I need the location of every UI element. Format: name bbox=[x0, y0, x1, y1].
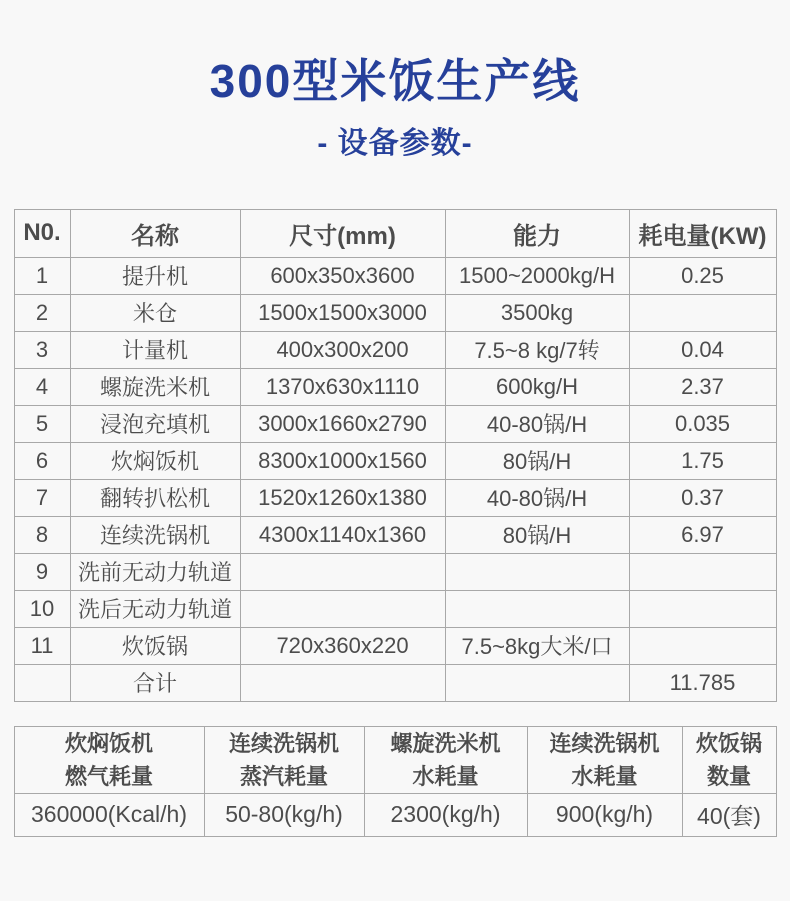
spec-table-cell: 4 bbox=[14, 368, 70, 405]
spec-table-cell: 1500x1500x3000 bbox=[240, 294, 445, 331]
spec-table-cell: 炊饭锅 bbox=[70, 627, 240, 664]
spec-table-row bbox=[14, 331, 776, 368]
spec-column-header: 能力 bbox=[445, 209, 629, 257]
spec-table-cell: 0.04 bbox=[629, 331, 776, 368]
consumption-header-line2: 水耗量 bbox=[412, 763, 479, 789]
spec-table-cell: 8300x1000x1560 bbox=[240, 442, 445, 479]
consumption-header-line2: 数量 bbox=[706, 763, 751, 789]
spec-table-cell: 80锅/H bbox=[445, 516, 629, 553]
spec-table-cell bbox=[14, 664, 70, 701]
consumption-table bbox=[14, 726, 777, 837]
spec-table-cell: 提升机 bbox=[70, 257, 240, 294]
spec-table-cell: 40-80锅/H bbox=[445, 479, 629, 516]
spec-table-body bbox=[14, 257, 776, 701]
spec-column-header: 尺寸(mm) bbox=[240, 209, 445, 257]
spec-table-row bbox=[14, 479, 776, 516]
spec-table-row bbox=[14, 257, 776, 294]
spec-table-row bbox=[14, 627, 776, 664]
spec-table-cell: 6.97 bbox=[629, 516, 776, 553]
spec-table-cell: 炊焖饭机 bbox=[70, 442, 240, 479]
consumption-header-line1: 螺旋洗米机 bbox=[390, 730, 501, 756]
consumption-column-header bbox=[204, 726, 364, 793]
consumption-table-body bbox=[14, 793, 776, 836]
spec-table-cell: 10 bbox=[14, 590, 70, 627]
spec-table-head bbox=[14, 209, 776, 257]
spec-column-header: 耗电量(KW) bbox=[629, 209, 776, 257]
spec-table-cell: 600kg/H bbox=[445, 368, 629, 405]
consumption-value-cell: 40(套) bbox=[682, 793, 776, 836]
consumption-header-line2: 燃气耗量 bbox=[64, 763, 153, 789]
consumption-value-cell: 360000(Kcal/h) bbox=[14, 793, 204, 836]
spec-table-cell: 0.25 bbox=[629, 257, 776, 294]
consumption-value-row bbox=[14, 793, 776, 836]
spec-table-cell: 11.785 bbox=[629, 664, 776, 701]
consumption-value-cell: 2300(kg/h) bbox=[364, 793, 527, 836]
spec-table-row bbox=[14, 553, 776, 590]
spec-table-cell: 洗前无动力轨道 bbox=[70, 553, 240, 590]
spec-table-row bbox=[14, 442, 776, 479]
spec-table-cell: 2 bbox=[14, 294, 70, 331]
consumption-value-cell: 900(kg/h) bbox=[527, 793, 682, 836]
spec-table-cell: 4300x1140x1360 bbox=[240, 516, 445, 553]
spec-table-cell bbox=[445, 590, 629, 627]
spec-column-header: N0. bbox=[14, 209, 70, 257]
spec-table-header-row bbox=[14, 209, 776, 257]
spec-table-cell: 0.37 bbox=[629, 479, 776, 516]
page-subtitle: - 设备参数- bbox=[317, 126, 473, 160]
spec-table-cell: 3000x1660x2790 bbox=[240, 405, 445, 442]
consumption-header-line1: 炊焖饭机 bbox=[64, 730, 153, 756]
equipment-spec-table bbox=[14, 209, 777, 702]
spec-table-row bbox=[14, 405, 776, 442]
spec-table-cell: 浸泡充填机 bbox=[70, 405, 240, 442]
spec-table-cell: 洗后无动力轨道 bbox=[70, 590, 240, 627]
spec-table-cell: 米仓 bbox=[70, 294, 240, 331]
spec-table-cell: 3 bbox=[14, 331, 70, 368]
spec-table-cell: 80锅/H bbox=[445, 442, 629, 479]
consumption-column-header bbox=[527, 726, 682, 793]
spec-table-cell: 1520x1260x1380 bbox=[240, 479, 445, 516]
spec-table-cell bbox=[629, 590, 776, 627]
spec-table-cell: 11 bbox=[14, 627, 70, 664]
spec-table-row bbox=[14, 368, 776, 405]
spec-table-cell: 螺旋洗米机 bbox=[70, 368, 240, 405]
consumption-header-line2: 蒸汽耗量 bbox=[239, 763, 328, 789]
consumption-table-head bbox=[14, 726, 776, 793]
spec-table-cell: 1 bbox=[14, 257, 70, 294]
spec-table-cell: 7 bbox=[14, 479, 70, 516]
consumption-header-line1: 炊饭锅 bbox=[695, 730, 762, 756]
spec-table-cell: 0.035 bbox=[629, 405, 776, 442]
spec-table-cell: 7.5~8 kg/7转 bbox=[445, 331, 629, 368]
spec-table-cell: 1.75 bbox=[629, 442, 776, 479]
spec-table-cell bbox=[629, 294, 776, 331]
consumption-header-line2: 水耗量 bbox=[571, 763, 638, 789]
spec-table-cell: 1500~2000kg/H bbox=[445, 257, 629, 294]
page-title: 300型米饭生产线 bbox=[209, 55, 581, 107]
consumption-column-header bbox=[682, 726, 776, 793]
spec-table-cell: 400x300x200 bbox=[240, 331, 445, 368]
consumption-column-header bbox=[364, 726, 527, 793]
spec-table-cell: 1370x630x1110 bbox=[240, 368, 445, 405]
spec-table-cell: 720x360x220 bbox=[240, 627, 445, 664]
spec-table-cell: 8 bbox=[14, 516, 70, 553]
spec-table-cell: 7.5~8kg大米/口 bbox=[445, 627, 629, 664]
spec-table-cell bbox=[445, 553, 629, 590]
spec-table-cell bbox=[629, 627, 776, 664]
consumption-value-cell: 50-80(kg/h) bbox=[204, 793, 364, 836]
spec-table-row bbox=[14, 590, 776, 627]
spec-table-cell: 连续洗锅机 bbox=[70, 516, 240, 553]
spec-table-cell bbox=[629, 553, 776, 590]
spec-table-cell: 合计 bbox=[70, 664, 240, 701]
consumption-header-row bbox=[14, 726, 776, 793]
spec-table-cell bbox=[240, 590, 445, 627]
consumption-header-line1: 连续洗锅机 bbox=[228, 730, 339, 756]
spec-table-row bbox=[14, 294, 776, 331]
spec-table-cell: 5 bbox=[14, 405, 70, 442]
spec-table-row bbox=[14, 664, 776, 701]
spec-table-cell: 600x350x3600 bbox=[240, 257, 445, 294]
spec-table-cell: 计量机 bbox=[70, 331, 240, 368]
spec-table-cell: 2.37 bbox=[629, 368, 776, 405]
spec-table-cell bbox=[240, 553, 445, 590]
spec-table-cell bbox=[240, 664, 445, 701]
spec-table-cell: 40-80锅/H bbox=[445, 405, 629, 442]
spec-table-row bbox=[14, 516, 776, 553]
spec-table-cell: 3500kg bbox=[445, 294, 629, 331]
spec-table-cell: 6 bbox=[14, 442, 70, 479]
spec-column-header: 名称 bbox=[70, 209, 240, 257]
consumption-header-line1: 连续洗锅机 bbox=[549, 730, 660, 756]
spec-table-cell bbox=[445, 664, 629, 701]
spec-table-cell: 翻转扒松机 bbox=[70, 479, 240, 516]
consumption-column-header bbox=[14, 726, 204, 793]
spec-table-cell: 9 bbox=[14, 553, 70, 590]
